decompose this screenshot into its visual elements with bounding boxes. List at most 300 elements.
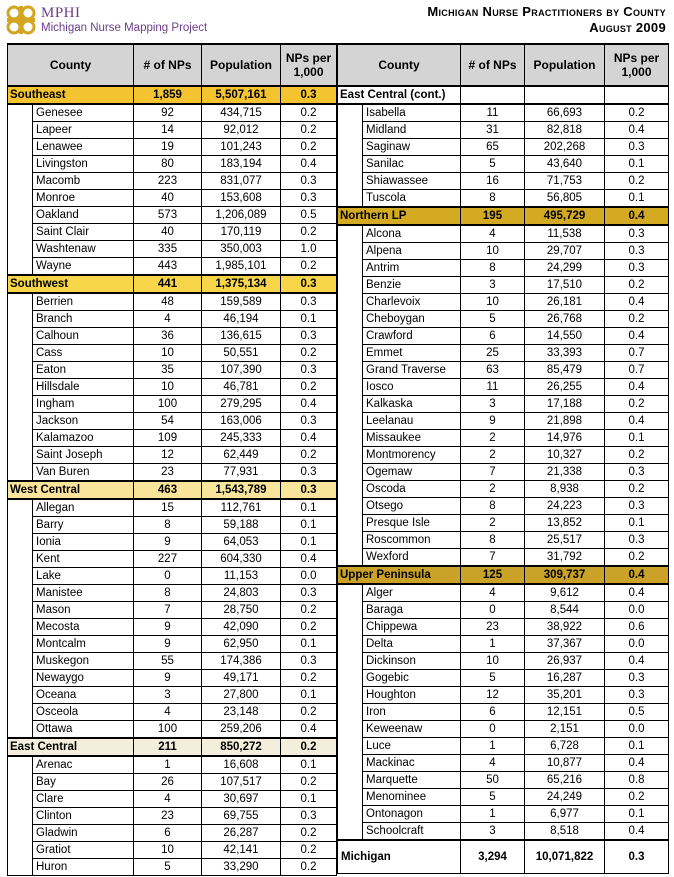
county-population: 26,768	[525, 311, 605, 328]
county-nps: 1	[461, 636, 525, 653]
county-name: Muskegon	[33, 653, 134, 670]
county-row	[338, 602, 669, 619]
county-nps: 10	[134, 379, 202, 396]
indent-cell	[8, 721, 33, 739]
county-nps: 55	[134, 653, 202, 670]
county-per1000: 0.5	[281, 207, 337, 224]
county-row	[8, 825, 337, 842]
county-row	[338, 260, 669, 277]
region-name: East Central	[8, 738, 134, 756]
indent-cell	[8, 842, 33, 859]
county-row	[338, 704, 669, 721]
county-name: Wexford	[363, 549, 461, 567]
region-population: 1,375,134	[202, 275, 281, 293]
county-row	[8, 774, 337, 791]
county-per1000: 0.2	[281, 842, 337, 859]
indent-cell	[8, 241, 33, 258]
county-row	[338, 481, 669, 498]
indent-cell	[8, 328, 33, 345]
indent-cell	[338, 619, 363, 636]
county-name: Marquette	[363, 772, 461, 789]
region-population: 5,507,161	[202, 86, 281, 104]
county-row	[338, 277, 669, 294]
county-population: 37,367	[525, 636, 605, 653]
county-per1000: 0.4	[605, 379, 669, 396]
region-per1000: 0.2	[281, 738, 337, 756]
county-name: Alger	[363, 584, 461, 602]
county-per1000: 0.3	[605, 498, 669, 515]
region-name: Southeast	[8, 86, 134, 104]
county-name: Ontonagon	[363, 806, 461, 823]
county-population: 8,938	[525, 481, 605, 498]
county-per1000: 0.3	[281, 293, 337, 311]
county-population: 24,249	[525, 789, 605, 806]
county-nps: 10	[134, 345, 202, 362]
county-row	[338, 294, 669, 311]
indent-cell	[338, 481, 363, 498]
county-row	[8, 190, 337, 207]
county-name: Schoolcraft	[363, 823, 461, 841]
county-per1000: 0.2	[281, 345, 337, 362]
indent-cell	[8, 224, 33, 241]
county-population: 2,151	[525, 721, 605, 738]
county-nps: 15	[134, 499, 202, 517]
county-nps: 2	[461, 481, 525, 498]
county-nps: 7	[134, 602, 202, 619]
county-nps: 4	[461, 755, 525, 772]
county-name: Ionia	[33, 534, 134, 551]
indent-cell	[338, 464, 363, 481]
county-row	[8, 636, 337, 653]
county-nps: 3	[461, 823, 525, 841]
county-nps: 48	[134, 293, 202, 311]
county-name: Grand Traverse	[363, 362, 461, 379]
county-per1000: 0.2	[605, 396, 669, 413]
county-per1000: 0.2	[605, 277, 669, 294]
region-nps: 211	[134, 738, 202, 756]
county-nps: 6	[461, 328, 525, 345]
indent-cell	[338, 173, 363, 190]
county-nps: 0	[134, 568, 202, 585]
county-name: Roscommon	[363, 532, 461, 549]
indent-cell	[8, 825, 33, 842]
county-nps: 10	[461, 653, 525, 670]
region-row	[8, 738, 337, 756]
indent-cell	[8, 602, 33, 619]
right-table-body	[338, 86, 669, 874]
county-population: 71,753	[525, 173, 605, 190]
region-nps: 195	[461, 207, 525, 225]
indent-cell	[8, 311, 33, 328]
county-row	[8, 293, 337, 311]
indent-cell	[338, 413, 363, 430]
indent-cell	[8, 396, 33, 413]
county-nps: 1	[461, 806, 525, 823]
county-row	[8, 104, 337, 122]
county-population: 14,550	[525, 328, 605, 345]
county-name: Macomb	[33, 173, 134, 190]
county-population: 16,287	[525, 670, 605, 687]
county-row	[338, 396, 669, 413]
county-per1000: 0.2	[281, 224, 337, 241]
county-population: 24,299	[525, 260, 605, 277]
county-population: 8,544	[525, 602, 605, 619]
county-population: 26,255	[525, 379, 605, 396]
county-population: 8,518	[525, 823, 605, 841]
county-name: Livingston	[33, 156, 134, 173]
county-name: Ogemaw	[363, 464, 461, 481]
county-population: 31,792	[525, 549, 605, 567]
county-nps: 26	[134, 774, 202, 791]
county-population: 259,206	[202, 721, 281, 739]
header-row	[338, 44, 669, 86]
region-population: 309,737	[525, 566, 605, 584]
county-nps: 100	[134, 721, 202, 739]
county-per1000: 0.3	[605, 243, 669, 260]
county-per1000: 0.2	[281, 379, 337, 396]
county-nps: 6	[134, 825, 202, 842]
county-nps: 8	[461, 532, 525, 549]
county-per1000: 0.2	[605, 104, 669, 122]
county-per1000: 0.3	[281, 808, 337, 825]
county-name: Huron	[33, 859, 134, 876]
indent-cell	[8, 258, 33, 276]
county-name: Menominee	[363, 789, 461, 806]
county-row	[338, 687, 669, 704]
indent-cell	[8, 585, 33, 602]
county-nps: 4	[134, 311, 202, 328]
county-name: Luce	[363, 738, 461, 755]
county-row	[338, 362, 669, 379]
county-name: Jackson	[33, 413, 134, 430]
county-name: Baraga	[363, 602, 461, 619]
indent-cell	[338, 277, 363, 294]
county-population: 46,781	[202, 379, 281, 396]
county-row	[8, 551, 337, 568]
county-population: 30,697	[202, 791, 281, 808]
county-name: Presque Isle	[363, 515, 461, 532]
county-row	[8, 670, 337, 687]
county-nps: 109	[134, 430, 202, 447]
county-population: 82,818	[525, 122, 605, 139]
county-per1000: 0.4	[605, 584, 669, 602]
county-per1000: 0.1	[281, 534, 337, 551]
county-name: Calhoun	[33, 328, 134, 345]
county-name: Cass	[33, 345, 134, 362]
indent-cell	[8, 774, 33, 791]
county-row	[338, 122, 669, 139]
county-population: 11,153	[202, 568, 281, 585]
county-row	[338, 447, 669, 464]
county-per1000: 0.2	[281, 447, 337, 464]
county-row	[338, 413, 669, 430]
county-per1000: 0.3	[605, 225, 669, 243]
county-per1000: 0.2	[605, 481, 669, 498]
county-per1000: 0.3	[605, 532, 669, 549]
county-population: 21,898	[525, 413, 605, 430]
county-name: Benzie	[363, 277, 461, 294]
region-per1000: 0.3	[281, 481, 337, 499]
project-subtitle: Michigan Nurse Mapping Project	[41, 22, 208, 34]
county-population: 38,922	[525, 619, 605, 636]
county-population: 13,852	[525, 515, 605, 532]
right-table	[337, 43, 669, 874]
indent-cell	[8, 207, 33, 224]
indent-cell	[338, 139, 363, 156]
county-population: 101,243	[202, 139, 281, 156]
county-population: 28,750	[202, 602, 281, 619]
county-population: 24,803	[202, 585, 281, 602]
county-population: 434,715	[202, 104, 281, 122]
indent-cell	[8, 413, 33, 430]
county-per1000: 0.2	[281, 774, 337, 791]
county-nps: 11	[461, 104, 525, 122]
county-row	[338, 225, 669, 243]
county-per1000: 0.8	[605, 772, 669, 789]
total-population: 10,071,822	[525, 840, 605, 874]
indent-cell	[8, 379, 33, 396]
county-per1000: 0.2	[281, 122, 337, 139]
county-population: 42,090	[202, 619, 281, 636]
county-population: 17,510	[525, 277, 605, 294]
county-name: Gogebic	[363, 670, 461, 687]
county-nps: 100	[134, 396, 202, 413]
indent-cell	[8, 190, 33, 207]
county-population: 23,148	[202, 704, 281, 721]
indent-cell	[338, 498, 363, 515]
county-row	[338, 670, 669, 687]
county-population: 85,479	[525, 362, 605, 379]
county-name: Mason	[33, 602, 134, 619]
county-name: Wayne	[33, 258, 134, 276]
total-row	[338, 840, 669, 874]
county-nps: 2	[461, 430, 525, 447]
county-per1000: 0.4	[605, 653, 669, 670]
county-name: Oceana	[33, 687, 134, 704]
county-name: Leelanau	[363, 413, 461, 430]
county-row	[8, 585, 337, 602]
county-name: Hillsdale	[33, 379, 134, 396]
indent-cell	[338, 823, 363, 841]
page-title: Michigan Nurse Practitioners by County	[427, 4, 666, 19]
county-per1000: 0.3	[281, 173, 337, 190]
county-per1000: 0.1	[281, 636, 337, 653]
total-per1000: 0.3	[605, 840, 669, 874]
county-name: Otsego	[363, 498, 461, 515]
county-name: Kent	[33, 551, 134, 568]
indent-cell	[8, 551, 33, 568]
region-population: 1,543,789	[202, 481, 281, 499]
county-nps: 6	[461, 704, 525, 721]
county-nps: 9	[461, 413, 525, 430]
indent-cell	[338, 755, 363, 772]
county-per1000: 0.3	[281, 328, 337, 345]
county-per1000: 0.2	[605, 447, 669, 464]
county-nps: 8	[461, 498, 525, 515]
county-row	[8, 808, 337, 825]
county-row	[8, 139, 337, 156]
indent-cell	[338, 225, 363, 243]
county-row	[338, 772, 669, 789]
indent-cell	[338, 789, 363, 806]
region-per1000	[605, 86, 669, 104]
indent-cell	[338, 190, 363, 208]
indent-cell	[338, 532, 363, 549]
county-nps: 5	[461, 311, 525, 328]
county-row	[338, 190, 669, 208]
indent-cell	[338, 772, 363, 789]
county-per1000: 0.4	[281, 430, 337, 447]
county-row	[338, 789, 669, 806]
county-row	[338, 430, 669, 447]
county-name: Keweenaw	[363, 721, 461, 738]
county-name: Montmorency	[363, 447, 461, 464]
county-nps: 40	[134, 190, 202, 207]
county-row	[338, 549, 669, 567]
county-per1000: 0.7	[605, 362, 669, 379]
county-per1000: 0.2	[281, 602, 337, 619]
county-nps: 36	[134, 328, 202, 345]
indent-cell	[338, 584, 363, 602]
indent-cell	[8, 534, 33, 551]
indent-cell	[338, 379, 363, 396]
county-name: Kalkaska	[363, 396, 461, 413]
county-nps: 31	[461, 122, 525, 139]
county-nps: 25	[461, 345, 525, 362]
county-name: Washtenaw	[33, 241, 134, 258]
county-row	[8, 430, 337, 447]
region-name: Southwest	[8, 275, 134, 293]
county-nps: 9	[134, 619, 202, 636]
county-name: Manistee	[33, 585, 134, 602]
region-population: 850,272	[202, 738, 281, 756]
indent-cell	[338, 156, 363, 173]
county-nps: 2	[461, 515, 525, 532]
county-row	[8, 756, 337, 774]
county-name: Emmet	[363, 345, 461, 362]
county-per1000: 0.1	[281, 756, 337, 774]
county-per1000: 0.6	[605, 619, 669, 636]
mphi-logo-icon	[5, 4, 37, 36]
county-population: 27,800	[202, 687, 281, 704]
county-nps: 8	[134, 517, 202, 534]
county-per1000: 0.1	[605, 190, 669, 208]
county-row	[8, 156, 337, 173]
county-population: 174,386	[202, 653, 281, 670]
county-per1000: 0.4	[281, 721, 337, 739]
county-nps: 8	[461, 190, 525, 208]
county-nps: 3	[461, 396, 525, 413]
county-population: 350,003	[202, 241, 281, 258]
indent-cell	[8, 499, 33, 517]
county-name: Oscoda	[363, 481, 461, 498]
county-per1000: 0.4	[605, 823, 669, 841]
county-name: Isabella	[363, 104, 461, 122]
indent-cell	[8, 670, 33, 687]
indent-cell	[338, 328, 363, 345]
county-row	[8, 207, 337, 224]
county-name: Chippewa	[363, 619, 461, 636]
county-population: 17,188	[525, 396, 605, 413]
county-name: Clare	[33, 791, 134, 808]
indent-cell	[8, 791, 33, 808]
county-row	[8, 173, 337, 190]
indent-cell	[338, 447, 363, 464]
county-name: Berrien	[33, 293, 134, 311]
region-name: East Central (cont.)	[338, 86, 461, 104]
county-row	[8, 122, 337, 139]
county-per1000: 0.4	[605, 294, 669, 311]
county-per1000: 0.3	[281, 464, 337, 482]
county-per1000: 0.2	[605, 789, 669, 806]
header-row	[8, 44, 337, 86]
county-row	[8, 517, 337, 534]
indent-cell	[338, 396, 363, 413]
county-name: Bay	[33, 774, 134, 791]
county-row	[8, 721, 337, 739]
county-per1000: 0.1	[281, 687, 337, 704]
county-name: Iosco	[363, 379, 461, 396]
county-row	[338, 173, 669, 190]
county-nps: 227	[134, 551, 202, 568]
county-nps: 12	[134, 447, 202, 464]
indent-cell	[338, 430, 363, 447]
county-per1000: 0.2	[281, 258, 337, 276]
county-nps: 2	[461, 447, 525, 464]
indent-cell	[8, 636, 33, 653]
logo-text: MPHI	[41, 5, 81, 21]
region-population: 495,729	[525, 207, 605, 225]
county-per1000: 0.4	[605, 328, 669, 345]
county-per1000: 0.3	[281, 653, 337, 670]
county-row	[8, 258, 337, 276]
region-per1000: 0.4	[605, 207, 669, 225]
county-nps: 9	[134, 636, 202, 653]
county-per1000: 0.3	[605, 464, 669, 481]
region-nps: 463	[134, 481, 202, 499]
county-row	[338, 806, 669, 823]
county-population: 1,206,089	[202, 207, 281, 224]
county-nps: 35	[134, 362, 202, 379]
county-name: Barry	[33, 517, 134, 534]
indent-cell	[338, 294, 363, 311]
county-nps: 10	[461, 294, 525, 311]
county-name: Alpena	[363, 243, 461, 260]
county-nps: 0	[461, 602, 525, 619]
county-row	[8, 241, 337, 258]
county-population: 163,006	[202, 413, 281, 430]
county-nps: 65	[461, 139, 525, 156]
county-row	[8, 396, 337, 413]
county-population: 35,201	[525, 687, 605, 704]
county-population: 42,141	[202, 842, 281, 859]
county-nps: 54	[134, 413, 202, 430]
county-row	[8, 534, 337, 551]
county-per1000: 0.3	[605, 260, 669, 277]
county-per1000: 0.3	[281, 413, 337, 430]
county-row	[8, 499, 337, 517]
region-per1000: 0.3	[281, 275, 337, 293]
county-population: 65,216	[525, 772, 605, 789]
county-population: 29,707	[525, 243, 605, 260]
county-nps: 5	[461, 156, 525, 173]
county-row	[338, 721, 669, 738]
county-row	[8, 224, 337, 241]
indent-cell	[8, 122, 33, 139]
county-row	[8, 447, 337, 464]
county-population: 11,538	[525, 225, 605, 243]
region-row	[8, 275, 337, 293]
